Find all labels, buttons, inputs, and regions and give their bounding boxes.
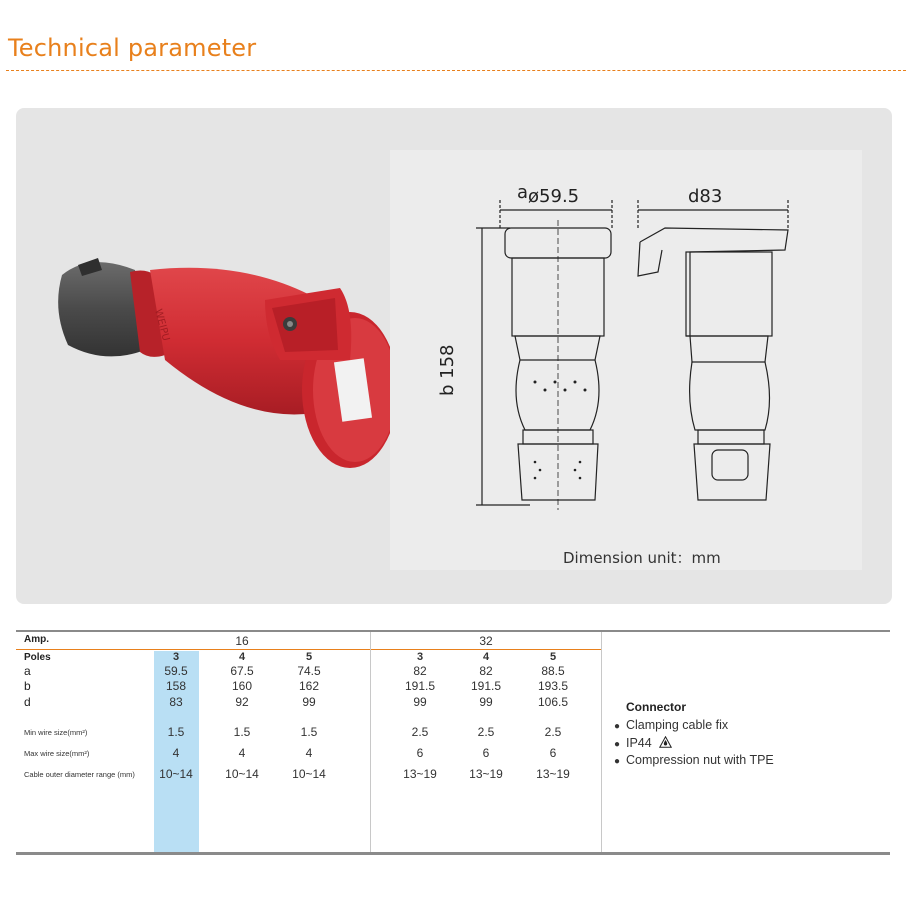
- table-cell: 88.5: [541, 664, 565, 678]
- table-cell: 74.5: [297, 664, 321, 678]
- table-cell: 191.5: [470, 679, 502, 693]
- table-top-rule: [16, 630, 890, 632]
- table-cell: 4: [172, 746, 180, 760]
- table-cell: 2.5: [544, 725, 562, 739]
- pole-col-16-3: 3: [172, 651, 180, 663]
- connector-item: [614, 736, 672, 750]
- table-divider-notes: [601, 632, 602, 852]
- table-cell: 13~19: [536, 767, 570, 781]
- dimension-unit-caption: Dimension unit：mm: [563, 549, 721, 567]
- table-cell: 2.5: [477, 725, 495, 739]
- pole-col-32-5: 5: [549, 651, 557, 663]
- connector-item-text: IP44: [626, 736, 652, 750]
- table-cell: 6: [482, 746, 490, 760]
- amp-header-label: Amp.: [24, 634, 49, 645]
- table-cell: 106.5: [537, 695, 569, 709]
- dimension-a-label: [517, 182, 580, 207]
- bullet-icon: ●: [614, 756, 621, 767]
- row-label: Max wire size(mm²): [24, 749, 90, 758]
- table-cell: 2.5: [411, 725, 429, 739]
- table-cell: 99: [413, 695, 427, 709]
- table-cell: 4: [238, 746, 246, 760]
- amp-group-32: 32: [479, 634, 493, 648]
- technical-drawing-lines: [390, 150, 862, 570]
- table-cell: 6: [549, 746, 557, 760]
- connector-title: Connector: [626, 700, 686, 714]
- table-cell: 10~14: [225, 767, 259, 781]
- row-label: b: [24, 679, 31, 693]
- table-header-rule: [16, 649, 602, 650]
- connector-item-text: Compression nut with TPE: [626, 753, 774, 767]
- bullet-icon: ●: [614, 739, 621, 750]
- table-divider-16-32: [370, 632, 371, 852]
- table-cell: 59.5: [164, 664, 188, 678]
- connector-item: [614, 718, 728, 732]
- table-cell: 99: [479, 695, 493, 709]
- table-cell: 191.5: [404, 679, 436, 693]
- table-cell: 160: [231, 679, 253, 693]
- bullet-icon: ●: [614, 721, 621, 732]
- row-label: Min wire size(mm²): [24, 728, 88, 737]
- table-cell: 82: [479, 664, 493, 678]
- table-cell: 82: [413, 664, 427, 678]
- title-divider: [6, 70, 906, 71]
- dimension-d-label: d83: [688, 186, 723, 207]
- dimension-a-letter: a: [517, 182, 529, 203]
- pole-col-16-5: 5: [305, 651, 313, 663]
- table-cell: 83: [169, 695, 183, 709]
- table-cell: 162: [298, 679, 320, 693]
- dimension-a-value: ø59.5: [528, 186, 580, 207]
- row-label: d: [24, 695, 31, 709]
- table-cell: 13~19: [469, 767, 503, 781]
- product-brand-emboss: WEIPU: [152, 307, 172, 343]
- pole-col-32-4: 4: [482, 651, 490, 663]
- row-label: Cable outer diameter range (mm): [24, 770, 135, 779]
- table-cell: 99: [302, 695, 316, 709]
- pole-col-16-4: 4: [238, 651, 246, 663]
- table-cell: 10~14: [292, 767, 326, 781]
- table-cell: 92: [235, 695, 249, 709]
- table-cell: 67.5: [230, 664, 254, 678]
- pole-col-32-3: 3: [416, 651, 424, 663]
- table-bottom-rule: [16, 852, 890, 855]
- table-cell: 1.5: [233, 725, 251, 739]
- table-cell: 1.5: [167, 725, 185, 739]
- table-cell: 158: [165, 679, 187, 693]
- connector-item-text: Clamping cable fix: [626, 718, 729, 732]
- water-drop-warning-icon: [659, 736, 672, 748]
- table-cell: 13~19: [403, 767, 437, 781]
- connector-item: [614, 753, 774, 767]
- table-cell: 193.5: [537, 679, 569, 693]
- table-cell: 10~14: [159, 767, 193, 781]
- dimension-b-label: b 158: [437, 344, 458, 396]
- page-title: Technical parameter: [8, 34, 257, 62]
- product-photo: [50, 240, 400, 480]
- poles-header-label: Poles: [24, 652, 51, 663]
- table-cell: 1.5: [300, 725, 318, 739]
- table-cell: 4: [305, 746, 313, 760]
- amp-group-16: 16: [235, 634, 249, 648]
- table-cell: 6: [416, 746, 424, 760]
- row-label: a: [24, 664, 31, 678]
